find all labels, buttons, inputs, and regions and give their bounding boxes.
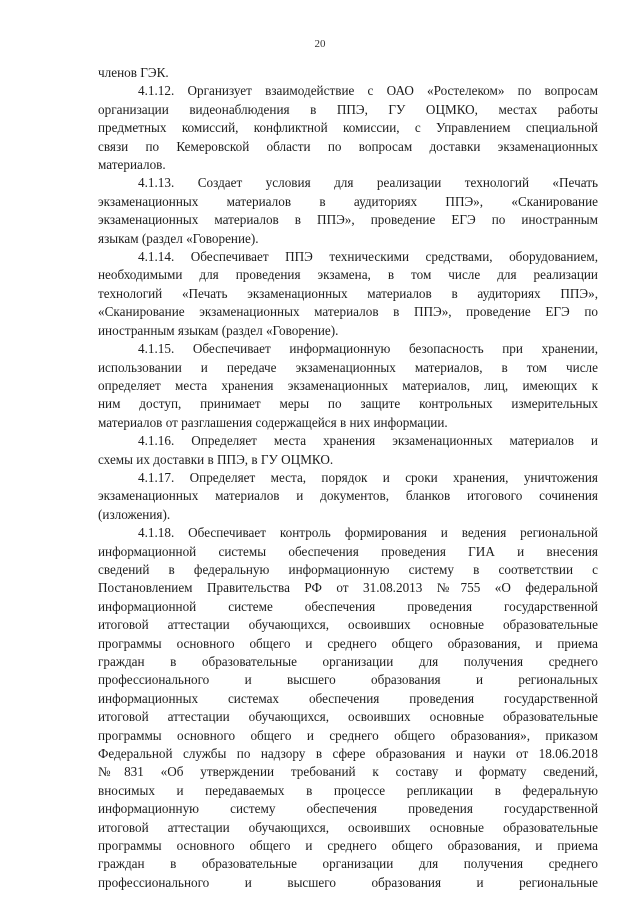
- text-line: №831 «Об утверждении требований к составу и формату сведений,: [98, 764, 598, 780]
- text-line: 4.1.13. Создает условия для реализации технологий «Печать: [138, 175, 598, 191]
- text-line: членов ГЭК.: [98, 65, 169, 80]
- text-line: необходимыми для проведения экзамена, в том числе для реализации: [98, 267, 598, 283]
- text-line: 4.1.18. Обеспечивает контроль формирования и ведения региональной: [138, 525, 598, 541]
- text-line: программы основного общего и среднего общего образования, и приема: [98, 635, 598, 651]
- text-line: информационных системах обеспечения проведения государственной: [98, 690, 598, 706]
- text-line: 4.1.17. Определяет места, порядок и сроки хранения, уничтожения: [138, 469, 598, 485]
- text-line: предметных комиссий, конфликтной комиссии, с Управлением специальной: [98, 120, 598, 136]
- text-line: языкам (раздел «Говорение).: [98, 230, 259, 246]
- text-line: информационной системы обеспечения проведения ГИА и внесения: [98, 543, 598, 559]
- text-line: технологий «Печать экзаменационных материалов в аудиториях ППЭ»,: [98, 285, 598, 301]
- text-line: определяет места хранения экзаменационных материалов, лиц, имеющих к: [98, 377, 598, 393]
- text-line: информационную систему обеспечения проведения государственной: [98, 801, 598, 817]
- document-text-body: [98, 64, 598, 892]
- text-line: экзаменационных материалов в аудиториях ППЭ», «Сканирование: [98, 193, 598, 209]
- text-line: ним доступ, принимает меры по защите контрольных измерительных: [98, 396, 598, 412]
- text-line: профессионального и высшего образования и региональных: [98, 672, 598, 688]
- text-line: итоговой аттестации обучающихся, освоивших основные образовательные: [98, 617, 598, 633]
- text-line: (изложения).: [98, 506, 171, 522]
- text-line: 4.1.16. Определяет места хранения экзаменационных материалов и: [138, 433, 598, 449]
- page-number: 20: [314, 38, 326, 50]
- text-line: экзаменационных материалов и документов, бланков итогового сочинения: [98, 488, 598, 504]
- text-line: «Сканирование экзаменационных материалов в ППЭ», проведение ЕГЭ по: [98, 304, 598, 320]
- text-line: сведений в федеральную информационную систему в соответствии с: [98, 561, 598, 577]
- text-line: экзаменационных материалов в ППЭ», проведение ЕГЭ по иностранным: [98, 212, 598, 228]
- text-line: программы основного общего и среднего общего образования», приказом: [98, 727, 598, 743]
- text-line: итоговой аттестации обучающихся, освоивших основные образовательные: [98, 709, 598, 725]
- text-line: иностранным языкам (раздел «Говорение).: [98, 322, 339, 338]
- text-line: 4.1.14. Обеспечивает ППЭ техническими средствами, оборудованием,: [138, 249, 598, 265]
- text-line: схемы их доставки в ППЭ, в ГУ ОЦМКО.: [98, 451, 334, 467]
- text-line: программы основного общего и среднего общего образования, и приема: [98, 838, 598, 854]
- text-line: итоговой аттестации обучающихся, освоивших основные образовательные: [98, 819, 598, 835]
- text-line: 4.1.12. Организует взаимодействие с ОАО «Ростелеком» по вопросам: [138, 83, 598, 99]
- text-line: Постановлением Правительства РФ от 31.08.2013 №755 «О федеральной: [98, 580, 598, 596]
- text-line: использовании и передаче экзаменационных материалов, в том числе: [98, 359, 598, 375]
- text-line: связи по Кемеровской области по вопросам доставки экзаменационных: [98, 138, 598, 154]
- text-line: граждан в образовательные организации для получения среднего: [98, 856, 598, 872]
- text-line: информационной системе обеспечения проведения государственной: [98, 598, 598, 614]
- text-line: 4.1.15. Обеспечивает информационную безопасность при хранении,: [138, 341, 598, 357]
- text-line: Федеральной службы по надзору в сфере образования и науки от 18.06.2018: [98, 746, 598, 762]
- text-line: организации видеонаблюдения в ППЭ, ГУ ОЦМКО, местах работы: [98, 101, 598, 117]
- text-line: вносимых и передаваемых в процессе репликации в федеральную: [98, 782, 598, 798]
- text-line: граждан в образовательные организации для получения среднего: [98, 654, 598, 669]
- text-line: материалов от разглашения содержащейся в них информации.: [98, 414, 448, 430]
- text-line: профессионального и высшего образования и региональные: [98, 874, 598, 890]
- text-line: материалов.: [98, 157, 166, 173]
